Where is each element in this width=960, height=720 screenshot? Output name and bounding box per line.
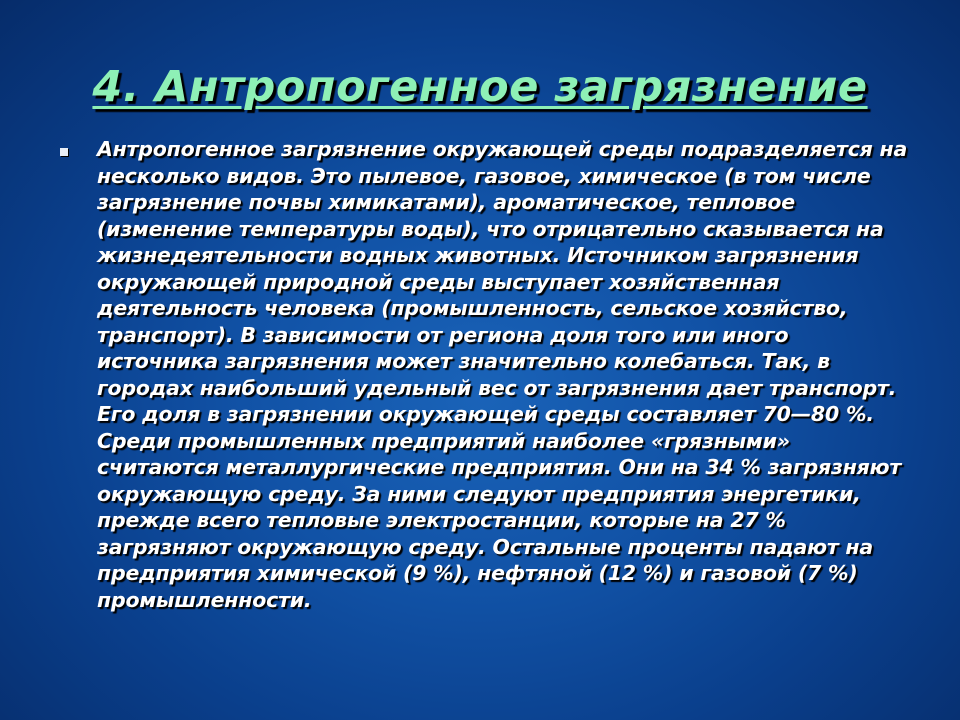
slide-title: 4. Антропогенное загрязнение (92, 62, 868, 112)
bullet-text: Антропогенное загрязнение окружающей среды подразделяется на несколько видов. Это пылевое, газовое, химическое (в том числе загрязнение почвы химикатами), ароматическое, тепловое (изменение температуры воды), что отрицательно сказывается на жизнедеятельности водных животных. Источником загрязнения окружающей природной среды выступает хозяйственная деятельность человека (промышленность, сельское хозяйство, транспорт). В зависимости от региона доля того или иного источника загрязнения может значительно колебаться. Так, в городах наибольший удельный вес от загрязнения дает транспорт. Его доля в загрязнении окружающей среды составляет 70—80 %. Среди промышленных предприятий наиболее «грязными» считаются металлургические предприятия. Они на 34 % загрязняют окружающую среду. За ними следуют предприятия энергетики, прежде всего тепловые электростанции, которые на 27 % загрязняют окружающую среду. Остальные проценты падают на предприятия химической (9 %), нефтяной (12 %) и газовой (7 %) промышленности. (97, 137, 908, 612)
square-bullet-icon (60, 148, 68, 156)
